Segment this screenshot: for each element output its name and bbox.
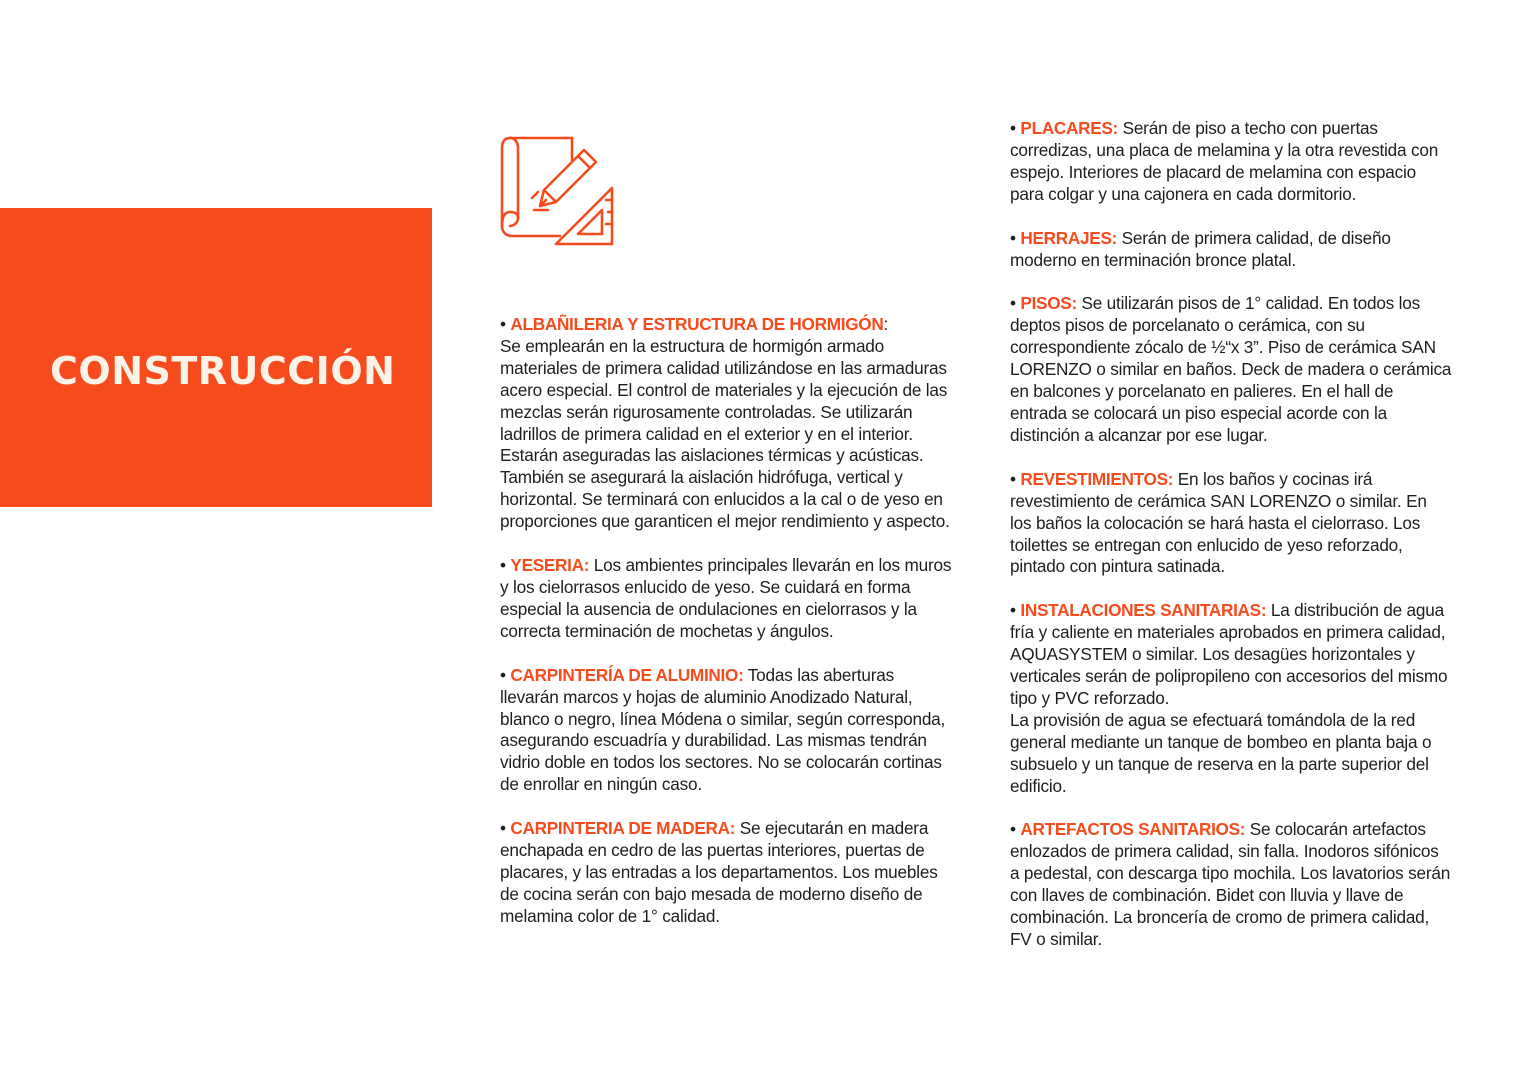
- section-text: Serán de primera calidad, de diseño moderno en terminación bronce platal.: [1010, 227, 1391, 270]
- section-text: La distribución de agua fría y caliente en materiales aprobados en primera calidad, AQUASYSTEM o similar. Los desagües horizontales y verticales serán de polipropileno con accesorios del mismo tipo y PVC reforzado.: [1010, 600, 1448, 708]
- bullet: •: [1010, 600, 1016, 621]
- bullet: •: [1010, 227, 1016, 248]
- section-text: Se utilizarán pisos de 1° calidad. En todos los deptos pisos de porcelanato o cerámica, con su correspondiente zócalo de ½“x 3”. Piso de cerámica SAN LORENZO o similar en baños. Deck de madera o cerámica en balcones y porcelanato en palieres. En el hall de entrada se colocará un piso especial acorde con la distinción a alcanzar por ese lugar.: [1010, 293, 1452, 445]
- section-pisos: [1010, 293, 1452, 446]
- section-text: Todas las aberturas llevarán marcos y hojas de aluminio Anodizado Natural, blanco o negro, línea Módena o similar, según corresponda, asegurando escuadría y durabilidad. Las mismas tendrán vidrio doble en todos los sectores. No se colocarán cortinas de enrollar en ningún caso.: [500, 664, 946, 795]
- section-heading: REVESTIMIENTOS:: [1020, 468, 1174, 489]
- section-yeseria: [500, 555, 952, 643]
- bullet: •: [500, 555, 506, 576]
- section-text: Los ambientes principales llevarán en los muros y los cielorrasos enlucido de yeso. Se cuidará en forma especial la ausencia de ondulaciones en cielorrasos y la correcta terminación de mochetas y ángulos.: [500, 555, 952, 641]
- section-heading: YESERIA:: [510, 555, 590, 576]
- right-column: [1010, 118, 1452, 973]
- section-text: Serán de piso a techo con puertas corredizas, una placa de melamina y la otra revestida con espejo. Interiores de placard de melamina con espacio para colgar y una cajonera en cada dormitorio.: [1010, 118, 1439, 204]
- section-heading: PISOS:: [1020, 293, 1077, 314]
- bullet: •: [500, 664, 506, 685]
- section-revestimientos: [1010, 469, 1452, 579]
- section-placares: [1010, 118, 1452, 206]
- bullet: •: [1010, 293, 1016, 314]
- section-text-continued: La provisión de agua se efectuará tomándola de la red general mediante un tanque de bombeo en planta baja o subsuelo y un tanque de reserva en la parte superior del edificio.: [1010, 709, 1432, 796]
- section-carpinteria-aluminio: [500, 665, 952, 796]
- bullet: •: [500, 818, 506, 839]
- bullet: •: [1010, 468, 1016, 489]
- section-text: Se colocarán artefactos enlozados de primera calidad, sin falla. Inodoros sifónicos a pedestal, con descarga tipo mochila. Los lavatorios serán con llaves de combinación. Bidet con lluvia y llave de combinación. La broncería de cromo de primera calidad, FV o similar.: [1010, 819, 1451, 949]
- bullet: •: [1010, 118, 1016, 138]
- section-instalaciones-sanitarias: [1010, 600, 1452, 797]
- section-heading: PLACARES:: [1020, 118, 1118, 138]
- section-heading: CARPINTERIA DE MADERA:: [510, 818, 736, 839]
- section-heading: INSTALACIONES SANITARIAS:: [1020, 600, 1267, 621]
- section-carpinteria-madera: [500, 818, 952, 928]
- heading-separator: :: [883, 314, 889, 334]
- bullet: •: [500, 314, 506, 334]
- bullet: •: [1010, 819, 1016, 840]
- left-column: [500, 314, 952, 950]
- blueprint-pencil-set-square-icon: [498, 132, 618, 248]
- page-title: CONSTRUCCIÓN: [50, 349, 396, 393]
- section-text: Se ejecutarán en madera enchapada en cedro de las puertas interiores, puertas de placares, y las entradas a los departamentos. Los muebles de cocina serán con bajo mesada de moderno diseño de melamina color de 1° calidad.: [500, 818, 938, 926]
- section-heading: CARPINTERÍA DE ALUMINIO:: [510, 664, 744, 685]
- section-artefactos-sanitarios: [1010, 819, 1452, 950]
- section-albanileria: [500, 314, 952, 533]
- section-text: En los baños y cocinas irá revestimiento de cerámica SAN LORENZO o similar. En los baños la colocación se hará hasta el cielorraso. Los toilettes se entregan con enlucido de yeso reforzado, pintado con pintura satinada.: [1010, 468, 1427, 577]
- section-heading: ARTEFACTOS SANITARIOS:: [1020, 819, 1246, 840]
- section-heading: ALBAÑILERIA Y ESTRUCTURA DE HORMIGÓN: [510, 314, 884, 334]
- section-heading: HERRAJES:: [1020, 227, 1118, 248]
- section-text: Se emplearán en la estructura de hormigón armado materiales de primera calidad utilizándose en las armaduras acero especial. El control de materiales y la ejecución de las mezclas serán rigurosamente controladas. Se utilizarán ladrillos de primera calidad en el exterior y en el interior. Estarán aseguradas las aislaciones térmicas y acústicas. También se asegurará la aislación hidrófuga, vertical y horizontal. Se terminará con enlucidos a la cal o de yeso en proporciones que garanticen el mejor rendimiento y aspecto.: [500, 335, 950, 532]
- section-herrajes: [1010, 228, 1452, 272]
